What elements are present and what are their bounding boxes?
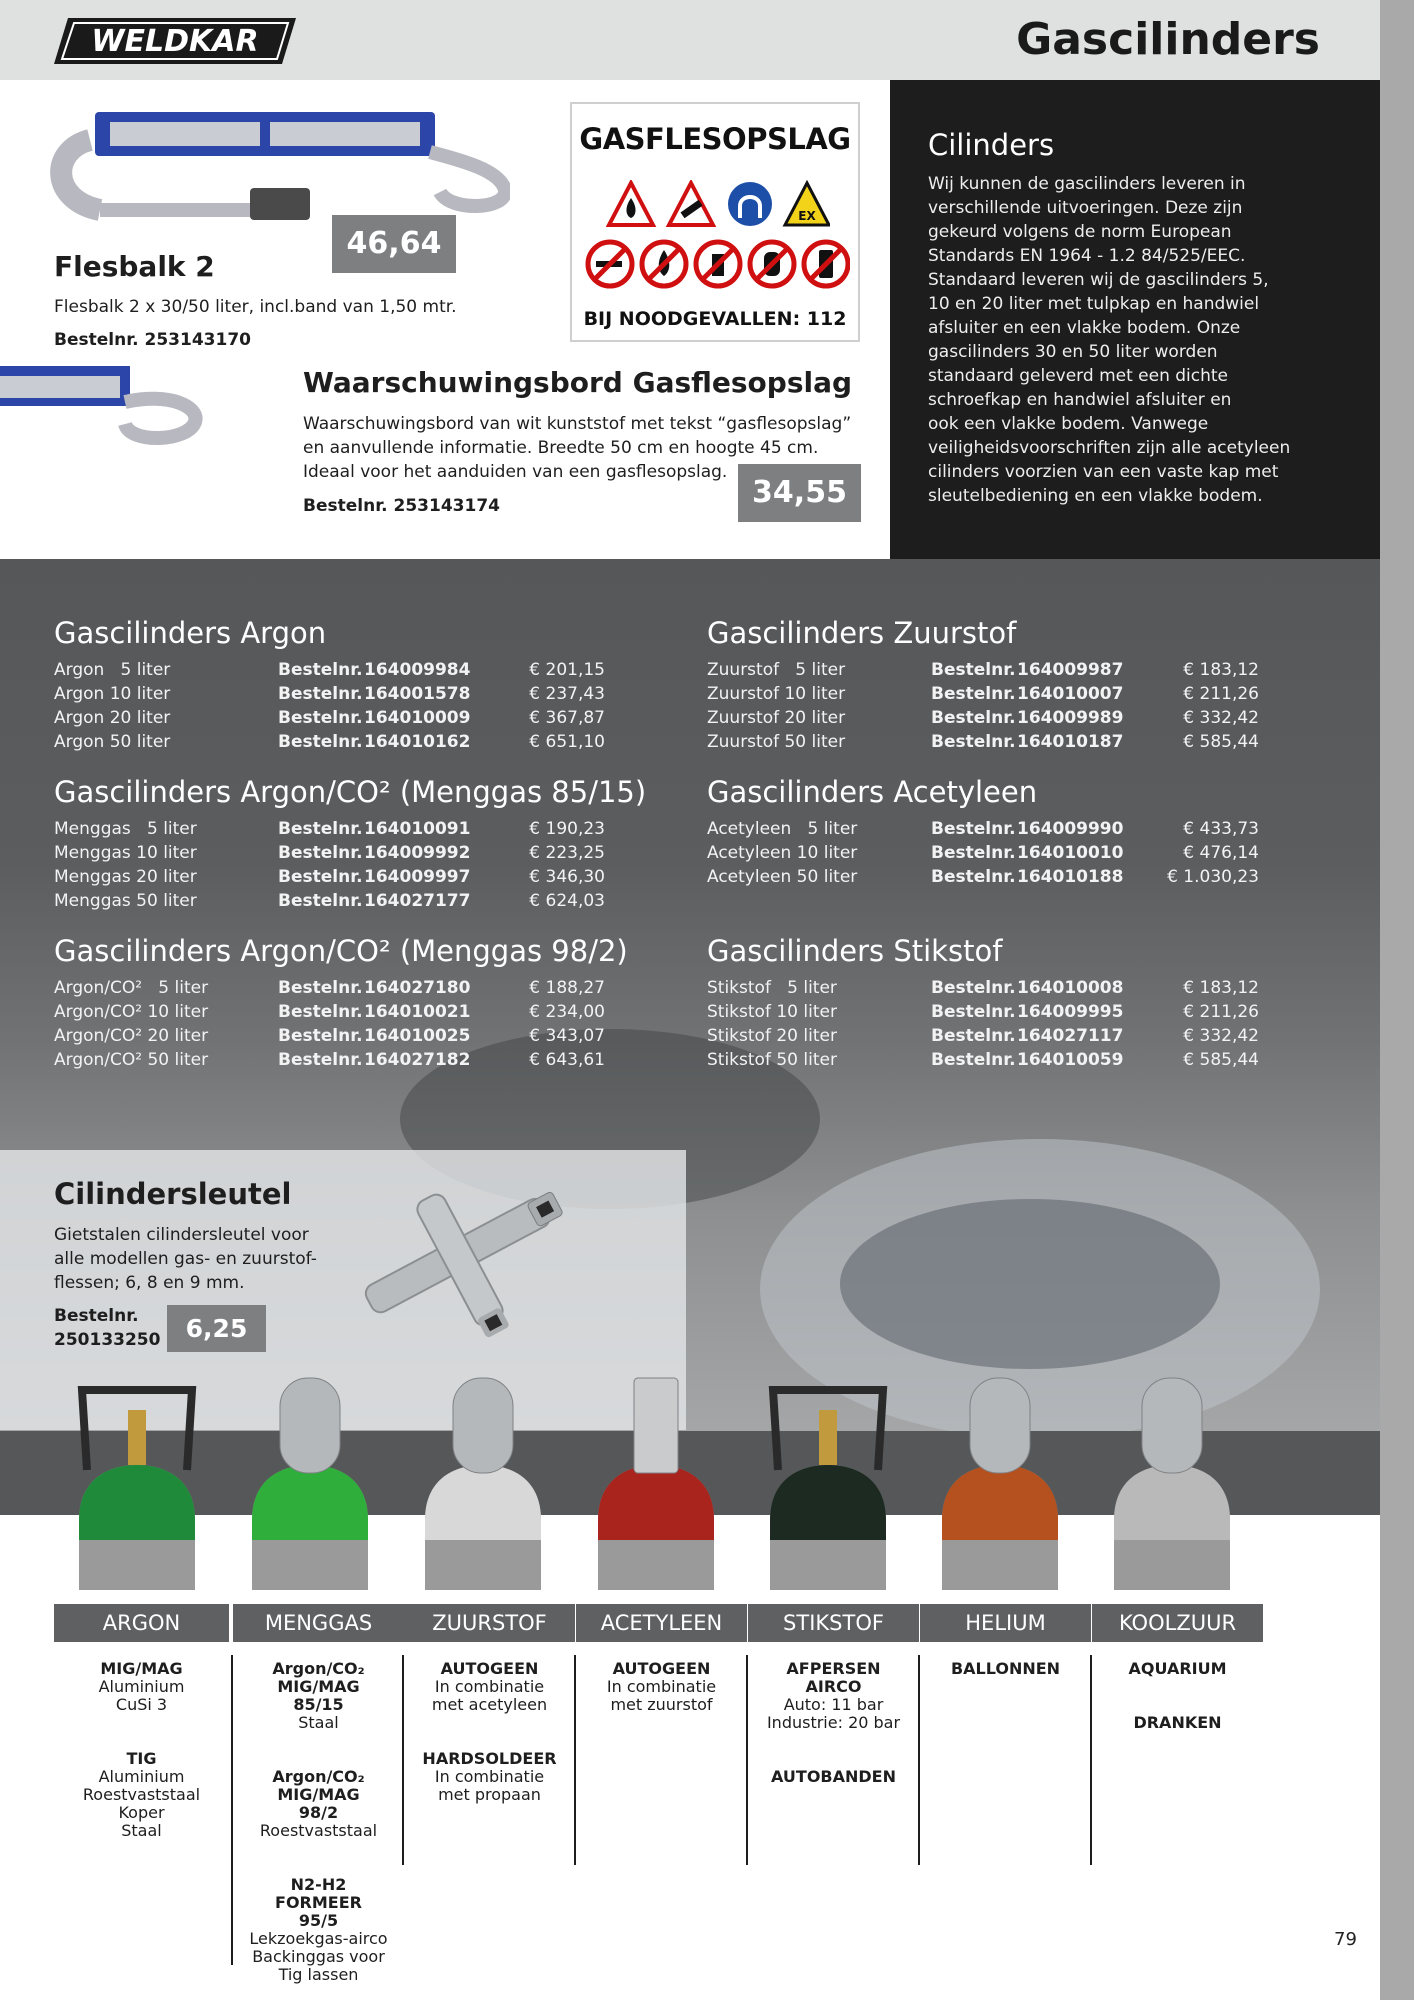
gas-type-usage-line: Aluminium <box>98 1677 185 1696</box>
gas-type-column <box>404 1660 575 1804</box>
gas-row-name: Stikstof 50 liter <box>707 1050 837 1070</box>
sign-footer: BIJ NOODGEVALLEN: 112 <box>583 308 847 330</box>
koolzuur-cylinder <box>1114 1378 1230 1590</box>
page-title: Gascilinders <box>1016 14 1320 65</box>
gas-type-column <box>576 1660 747 1714</box>
helium-cylinder <box>942 1378 1058 1590</box>
gas-row-order-label: Bestelnr. <box>931 708 1016 728</box>
page-header <box>0 0 1380 80</box>
background-photo-shape <box>840 1199 1220 1369</box>
flesbalk-price: 46,64 <box>332 215 456 273</box>
cylinders-info-line: 10 en 20 liter met tulpkap en handwiel <box>928 294 1260 314</box>
cylinders-info-line: afsluiter en een vlakke bodem. Onze <box>928 318 1241 338</box>
gas-row-price: € 343,07 <box>529 1026 605 1046</box>
gas-type-usage-line: AUTOGEEN <box>440 1659 539 1678</box>
cylinders-info-line: Wij kunnen de gascilinders leveren in <box>928 174 1246 194</box>
gas-price-row <box>707 684 1259 708</box>
gas-row-order-label: Bestelnr. <box>931 819 1016 839</box>
gas-row-order-number: 164010007 <box>1017 684 1124 704</box>
gas-type-usage-line: Roestvaststaal <box>82 1785 201 1804</box>
gas-type-usage-line: met acetyleen <box>431 1695 548 1714</box>
gas-row-price: € 433,73 <box>1183 819 1259 839</box>
gas-type-header: HELIUM <box>920 1604 1091 1642</box>
gas-type-usage-line: CuSi 3 <box>115 1695 168 1714</box>
cylinder-key-order-label: Bestelnr. <box>54 1306 139 1326</box>
gas-row-name: Menggas 50 liter <box>54 891 197 911</box>
gas-price-row <box>54 1026 605 1050</box>
gas-row-order-number: 164009995 <box>1017 1002 1124 1022</box>
gas-row-name: Acetyleen 10 liter <box>707 843 858 863</box>
gas-price-row <box>54 819 605 843</box>
gas-type-usage-line: AQUARIUM <box>1128 1659 1227 1678</box>
gas-type-header: STIKSTOF <box>748 1604 919 1642</box>
gas-price-row <box>54 1050 605 1074</box>
prohibition-icons <box>584 238 850 290</box>
spacer <box>54 1714 229 1750</box>
stikstof-cylinder <box>770 1390 886 1590</box>
gas-group <box>707 934 1259 1074</box>
gas-row-order-label: Bestelnr. <box>931 684 1016 704</box>
weldkar-logo <box>54 16 296 66</box>
column-divider <box>574 1655 576 1865</box>
cylinder-key-order-number: 250133250 <box>54 1330 161 1350</box>
gas-type-usage-line: Backinggas voor <box>252 1947 385 1966</box>
gas-row-order-label: Bestelnr. <box>931 978 1016 998</box>
gas-price-row <box>707 978 1259 1002</box>
gas-row-price: € 624,03 <box>529 891 605 911</box>
cylinders-info-line: schroefkap en handwiel afsluiter en <box>928 390 1232 410</box>
argon-cylinder <box>79 1390 195 1590</box>
cylinders-info-line: ook een vlakke bodem. Vanwege <box>928 414 1209 434</box>
cylinder-key-price: 6,25 <box>167 1305 266 1352</box>
gas-row-price: € 1.030,23 <box>1167 867 1259 887</box>
cylinders-info-title: Cilinders <box>928 128 1055 162</box>
gas-row-order-number: 164010025 <box>364 1026 471 1046</box>
gas-row-order-label: Bestelnr. <box>931 1050 1016 1070</box>
gas-type-usage-line: Aluminium <box>98 1767 185 1786</box>
gas-row-name: Zuurstof 5 liter <box>707 660 846 680</box>
column-divider <box>1090 1655 1092 1865</box>
spacer <box>1092 1678 1263 1714</box>
column-divider <box>746 1655 748 1865</box>
gas-row-name: Argon 10 liter <box>54 684 171 704</box>
gas-price-row <box>54 978 605 1002</box>
warning-board-desc-line: Waarschuwingsbord van wit kunststof met tekst “gasflesopslag” <box>303 414 852 434</box>
gas-type-usage-line: Argon/CO₂ <box>272 1659 365 1678</box>
acetyleen-cylinder <box>598 1378 714 1590</box>
gas-row-order-number: 164009989 <box>1017 708 1124 728</box>
gas-row-name: Argon 50 liter <box>54 732 171 752</box>
key-desc-line: alle modellen gas- en zuurstof- <box>54 1249 317 1269</box>
gas-type-header: ACETYLEEN <box>576 1604 747 1642</box>
gas-price-row <box>54 843 605 867</box>
gas-row-name: Acetyleen 5 liter <box>707 819 858 839</box>
gas-row-name: Argon/CO² 50 liter <box>54 1050 209 1070</box>
gas-type-usage-line: 85/15 <box>293 1695 344 1714</box>
gas-row-order-label: Bestelnr. <box>278 660 363 680</box>
gas-row-order-label: Bestelnr. <box>278 684 363 704</box>
gas-type-column <box>748 1660 919 1786</box>
gas-group <box>54 616 606 756</box>
flammable-icon <box>609 183 653 225</box>
gas-row-order-label: Bestelnr. <box>278 708 363 728</box>
gas-type-header: MENGGAS <box>233 1604 404 1642</box>
gas-row-order-number: 164010010 <box>1017 843 1124 863</box>
explosive-icon <box>785 183 829 225</box>
gas-type-usage-line: AUTOGEEN <box>612 1659 711 1678</box>
gas-row-price: € 211,26 <box>1183 1002 1259 1022</box>
cylinders-info-line: gascilinders 30 en 50 liter worden <box>928 342 1218 362</box>
zuurstof-cylinder <box>425 1378 541 1590</box>
flesbalk-image-detail <box>0 362 210 447</box>
gas-row-price: € 476,14 <box>1183 843 1259 863</box>
warning-board-title: Waarschuwingsbord Gasflesopslag <box>303 366 853 399</box>
gas-row-order-label: Bestelnr. <box>278 1002 363 1022</box>
warning-board-order-number: Bestelnr. 253143174 <box>303 496 500 516</box>
gas-row-price: € 183,12 <box>1183 660 1259 680</box>
gas-type-usage-line: DRANKEN <box>1133 1713 1222 1732</box>
cylinder-key-title: Cilindersleutel <box>54 1177 292 1211</box>
gas-row-order-label: Bestelnr. <box>278 891 363 911</box>
spacer <box>404 1714 575 1750</box>
svg-text:EX: EX <box>798 209 816 223</box>
cylinders-info-line: sleutelbediening en een vlakke bodem. <box>928 486 1263 506</box>
gas-type-column <box>233 1660 404 1984</box>
gas-price-row <box>54 867 605 891</box>
gas-row-order-number: 164010008 <box>1017 978 1124 998</box>
gas-row-price: € 183,12 <box>1183 978 1259 998</box>
gas-row-order-number: 164027182 <box>364 1050 471 1070</box>
menggas-cylinder <box>252 1378 368 1590</box>
gas-price-row <box>54 708 605 732</box>
no-phone-icon <box>804 242 848 286</box>
gas-group-title: Gascilinders Zuurstof <box>707 616 1017 650</box>
gas-row-order-number: 164010162 <box>364 732 471 752</box>
cylinders-info-line: Standards EN 1964 - 1.2 84/525/EEC. <box>928 246 1246 266</box>
gas-row-name: Stikstof 20 liter <box>707 1026 837 1046</box>
gas-row-order-number: 164010188 <box>1017 867 1124 887</box>
key-desc-line: Gietstalen cilindersleutel voor <box>54 1225 309 1245</box>
no-fire-icon <box>642 242 686 286</box>
gas-group <box>54 775 647 915</box>
gas-group-title: Gascilinders Argon/CO² (Menggas 85/15) <box>54 775 647 809</box>
spacer <box>233 1840 404 1876</box>
gas-price-row <box>54 891 605 915</box>
gas-type-usage-line: MIG/MAG <box>277 1785 360 1804</box>
flesbalk-order-number: Bestelnr. 253143170 <box>54 330 251 350</box>
cylinders-info-line: standaard geleverd met een dichte <box>928 366 1229 386</box>
flesbalk-image <box>30 100 510 230</box>
gas-type-usage-line: TIG <box>126 1749 157 1768</box>
warning-board-desc-line: Ideaal voor het aanduiden van een gasflesopslag. <box>303 462 728 482</box>
cylinders-info-text <box>928 172 1342 508</box>
gas-row-order-label: Bestelnr. <box>278 1050 363 1070</box>
column-divider <box>918 1655 920 1865</box>
gas-row-order-number: 164010187 <box>1017 732 1124 752</box>
cylinder-key-description <box>54 1223 334 1295</box>
gas-type-column <box>920 1660 1091 1678</box>
gas-row-name: Stikstof 5 liter <box>707 978 837 998</box>
cylinder-key-image <box>340 1170 580 1350</box>
gas-row-name: Argon/CO² 20 liter <box>54 1026 209 1046</box>
gas-row-order-label: Bestelnr. <box>278 978 363 998</box>
gas-group <box>54 934 628 1074</box>
gas-row-order-number: 164010009 <box>364 708 471 728</box>
gas-type-usage-line: met zuurstof <box>610 1695 713 1714</box>
gas-row-name: Zuurstof 50 liter <box>707 732 846 752</box>
gas-type-usage-line: FORMEER <box>275 1893 362 1912</box>
spacer <box>748 1732 919 1768</box>
gas-row-price: € 188,27 <box>529 978 605 998</box>
gas-price-row <box>54 660 605 684</box>
gas-row-order-number: 164001578 <box>364 684 471 704</box>
column-divider <box>402 1655 404 1865</box>
gas-row-order-label: Bestelnr. <box>278 732 363 752</box>
gas-type-usage-line: Lekzoekgas-airco <box>249 1929 388 1948</box>
gas-type-usage-line: MIG/MAG <box>100 1659 183 1678</box>
gas-group <box>707 775 1259 891</box>
gas-row-order-label: Bestelnr. <box>931 867 1016 887</box>
sign-title: GASFLESOPSLAG <box>579 122 851 156</box>
gas-row-name: Zuurstof 20 liter <box>707 708 846 728</box>
svg-text:WELDKAR: WELDKAR <box>91 24 259 59</box>
flesbalk-description: Flesbalk 2 x 30/50 liter, incl.band van 1,50 mtr. <box>54 297 457 317</box>
no-open-flame-icon <box>696 242 740 286</box>
gas-group-title: Gascilinders Acetyleen <box>707 775 1038 809</box>
gas-row-order-number: 164009990 <box>1017 819 1124 839</box>
gas-price-row <box>707 1002 1259 1026</box>
flesbalk-title: Flesbalk 2 <box>54 250 215 283</box>
gas-row-price: € 201,15 <box>529 660 605 680</box>
gas-row-price: € 585,44 <box>1183 1050 1259 1070</box>
gas-row-order-label: Bestelnr. <box>931 1026 1016 1046</box>
cylinders-info-box <box>890 80 1380 559</box>
key-desc-line: flessen; 6, 8 en 9 mm. <box>54 1273 245 1293</box>
gas-row-order-number: 164009984 <box>364 660 471 680</box>
gas-type-usage-line: In combinatie <box>606 1677 717 1696</box>
gas-row-name: Argon/CO² 5 liter <box>54 978 209 998</box>
gas-price-row <box>54 684 605 708</box>
gas-row-price: € 643,61 <box>529 1050 605 1070</box>
gasflesopslag-sign <box>570 102 860 342</box>
spacer <box>233 1732 404 1768</box>
gas-row-price: € 346,30 <box>529 867 605 887</box>
gas-row-order-number: 164009997 <box>364 867 471 887</box>
gas-type-usage-line: AUTOBANDEN <box>771 1767 896 1786</box>
no-touching-icon <box>750 242 794 286</box>
gas-row-name: Argon/CO² 10 liter <box>54 1002 209 1022</box>
gas-row-name: Argon 5 liter <box>54 660 171 680</box>
gas-price-row <box>707 1050 1259 1074</box>
wear-protection-icon <box>728 182 772 226</box>
gas-type-usage-line: MIG/MAG <box>277 1677 360 1696</box>
gas-row-order-number: 164009987 <box>1017 660 1124 680</box>
gas-row-order-number: 164027177 <box>364 891 471 911</box>
gas-row-price: € 367,87 <box>529 708 605 728</box>
gas-type-usage-line: In combinatie <box>434 1677 545 1696</box>
gas-type-usage-line: met propaan <box>438 1785 541 1804</box>
gas-type-usage-line: AFPERSEN <box>786 1659 881 1678</box>
cylinders-info-line: veiligheidsvoorschriften zijn alle acetyleen <box>928 438 1291 458</box>
gas-type-usage-line: Industrie: 20 bar <box>766 1713 901 1732</box>
gas-price-row <box>707 867 1259 891</box>
gas-row-price: € 585,44 <box>1183 732 1259 752</box>
gas-row-order-label: Bestelnr. <box>931 1002 1016 1022</box>
gas-row-name: Argon 20 liter <box>54 708 171 728</box>
gas-type-header: KOOLZUUR <box>1092 1604 1263 1642</box>
gas-price-row <box>707 819 1259 843</box>
gas-type-usage-line: AIRCO <box>805 1677 862 1696</box>
gas-group-title: Gascilinders Argon <box>54 616 327 650</box>
gas-price-row <box>707 660 1259 684</box>
gas-row-price: € 332,42 <box>1183 1026 1259 1046</box>
gas-group <box>707 616 1259 756</box>
gas-row-order-label: Bestelnr. <box>931 843 1016 863</box>
page-number: 79 <box>1334 1929 1357 1950</box>
gas-price-row <box>707 708 1259 732</box>
gas-row-price: € 211,26 <box>1183 684 1259 704</box>
gas-type-column <box>54 1660 229 1840</box>
gas-type-usage-line: Tig lassen <box>278 1965 359 1984</box>
gas-row-order-label: Bestelnr. <box>278 867 363 887</box>
gas-row-price: € 234,00 <box>529 1002 605 1022</box>
gas-row-price: € 332,42 <box>1183 708 1259 728</box>
gas-type-header: ZUURSTOF <box>404 1604 575 1642</box>
gas-row-name: Acetyleen 50 liter <box>707 867 858 887</box>
cylinders-info-line: verschillende uitvoeringen. Deze zijn <box>928 198 1243 218</box>
gas-row-order-number: 164010021 <box>364 1002 471 1022</box>
gas-row-price: € 651,10 <box>529 732 605 752</box>
page-edge-strip <box>1380 0 1414 2000</box>
gas-row-name: Menggas 20 liter <box>54 867 197 887</box>
gas-row-order-number: 164010059 <box>1017 1050 1124 1070</box>
gas-type-usage-line: Staal <box>298 1713 339 1732</box>
column-divider <box>231 1655 233 1965</box>
gas-row-order-number: 164027117 <box>1017 1026 1124 1046</box>
cylinders-info-line: Standaard leveren wij de gascilinders 5, <box>928 270 1269 290</box>
gas-type-header: ARGON <box>54 1604 229 1642</box>
gas-cylinders-image <box>0 1370 1380 1590</box>
gas-row-name: Stikstof 10 liter <box>707 1002 837 1022</box>
no-smoking-icon <box>588 242 632 286</box>
gas-group-title: Gascilinders Stikstof <box>707 934 1003 968</box>
gas-price-row <box>54 732 605 756</box>
gas-type-usage-line: BALLONNEN <box>950 1659 1061 1678</box>
gas-type-usage-line: 95/5 <box>298 1911 339 1930</box>
gas-row-order-label: Bestelnr. <box>931 660 1016 680</box>
gas-row-order-label: Bestelnr. <box>931 732 1016 752</box>
cylinders-info-line: cilinders voorzien van een vaste kap met <box>928 462 1279 482</box>
gas-row-name: Zuurstof 10 liter <box>707 684 846 704</box>
gas-row-order-label: Bestelnr. <box>278 819 363 839</box>
gas-price-row <box>707 1026 1259 1050</box>
gas-cylinder-hazard-icon <box>669 183 713 225</box>
gas-type-usage-line: Auto: 11 bar <box>783 1695 884 1714</box>
gas-type-usage-line: 98/2 <box>298 1803 339 1822</box>
gas-row-price: € 190,23 <box>529 819 605 839</box>
gas-row-name: Menggas 5 liter <box>54 819 197 839</box>
gas-row-order-label: Bestelnr. <box>278 843 363 863</box>
gas-price-row <box>707 843 1259 867</box>
cylinders-info-line: gekeurd volgens de norm European <box>928 222 1232 242</box>
hazard-icons <box>606 180 830 230</box>
gas-row-order-number: 164009992 <box>364 843 471 863</box>
gas-type-usage-line: Roestvaststaal <box>259 1821 378 1840</box>
gas-type-usage-line: N2-H2 <box>290 1875 347 1894</box>
gas-group-title: Gascilinders Argon/CO² (Menggas 98/2) <box>54 934 628 968</box>
gas-row-name: Menggas 10 liter <box>54 843 197 863</box>
warning-board-desc-line: en aanvullende informatie. Breedte 50 cm en hoogte 45 cm. <box>303 438 819 458</box>
gas-type-usage-line: In combinatie <box>434 1767 545 1786</box>
gas-type-usage-line: HARDSOLDEER <box>422 1749 557 1768</box>
gas-row-price: € 237,43 <box>529 684 605 704</box>
gas-type-usage-line: Argon/CO₂ <box>272 1767 365 1786</box>
gas-price-row <box>54 1002 605 1026</box>
gas-row-order-number: 164027180 <box>364 978 471 998</box>
gas-type-usage-line: Koper <box>118 1803 165 1822</box>
gas-row-order-label: Bestelnr. <box>278 1026 363 1046</box>
gas-type-usage-line: Staal <box>121 1821 162 1840</box>
gas-type-column <box>1092 1660 1263 1732</box>
gas-row-order-number: 164010091 <box>364 819 471 839</box>
gas-price-row <box>707 732 1259 756</box>
warning-board-price: 34,55 <box>738 464 861 522</box>
gas-row-price: € 223,25 <box>529 843 605 863</box>
